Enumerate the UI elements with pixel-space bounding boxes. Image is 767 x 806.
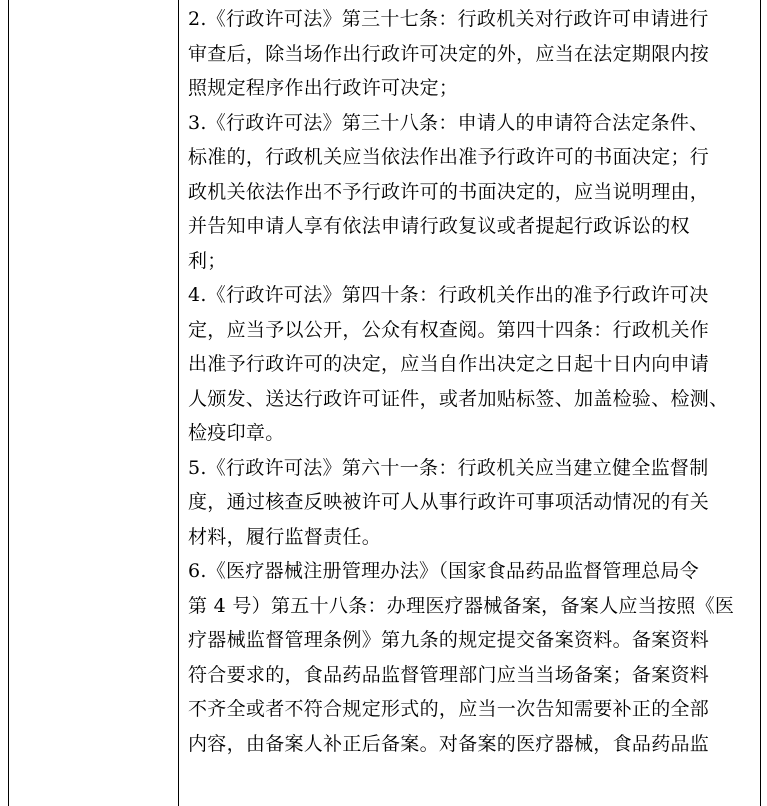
text-line: 内容，由备案人补正后备案。对备案的医疗器械，食品药品监 (188, 732, 710, 755)
text-line: 审查后，除当场作出行政许可决定的外，应当在法定期限内按 (188, 42, 710, 65)
text-line: 出准予行政许可的决定，应当自作出决定之日起十日内向申请 (188, 353, 710, 375)
text-line: 度，通过核查反映被许可人从事行政许可事项活动情况的有关 (188, 491, 710, 513)
text-line: 照规定程序作出行政许可决定； (188, 77, 459, 99)
table-border-right (760, 0, 761, 806)
legal-basis-text (188, 2, 754, 761)
text-line: 定，应当予以公开，公众有权查阅。第四十四条：行政机关作 (188, 318, 710, 341)
text-line: 检疫印章。 (188, 422, 285, 444)
legal-clause-paragraph (188, 554, 754, 761)
text-line: 材料，履行监督责任。 (188, 525, 382, 548)
text-line: 并告知申请人享有依法申请行政复议或者提起行政诉讼的权 (188, 215, 690, 237)
text-line: 标准的，行政机关应当依法作出准予行政许可的书面决定；行 (188, 146, 710, 168)
legal-clause-paragraph (188, 2, 754, 106)
text-line: 不齐全或者不符合规定形式的，应当一次告知需要补正的全部 (188, 698, 710, 720)
text-line: 利； (188, 249, 227, 272)
text-line: 疗器械监督管理条例》第九条的规定提交备案资料。备案资料 (188, 629, 710, 651)
text-line: 政机关依法作出不予行政许可的书面决定的，应当说明理由， (188, 180, 710, 203)
legal-clause-paragraph (188, 451, 754, 555)
text-line: 5.《行政许可法》第六十一条：行政机关应当建立健全监督制 (188, 456, 709, 479)
text-line: 6.《医疗器械注册管理办法》（国家食品药品监督管理总局令 (188, 560, 700, 582)
table-cell-legal-basis (179, 0, 760, 806)
text-line: 3.《行政许可法》第三十八条：申请人的申请符合法定条件、 (188, 111, 709, 134)
legal-clause-paragraph (188, 106, 754, 279)
text-line: 4.《行政许可法》第四十条：行政机关作出的准予行政许可决 (188, 284, 709, 306)
legal-clause-paragraph (188, 278, 754, 451)
text-line: 符合要求的，食品药品监督管理部门应当当场备案；备案资料 (188, 663, 710, 686)
table-cell-empty (9, 0, 178, 806)
text-line: 2.《行政许可法》第三十七条：行政机关对行政许可申请进行 (188, 8, 709, 30)
text-line: 人颁发、送达行政许可证件，或者加贴标签、加盖检验、检测、 (188, 387, 729, 410)
text-line: 第 4 号）第五十八条：办理医疗器械备案，备案人应当按照《医 (188, 594, 735, 617)
